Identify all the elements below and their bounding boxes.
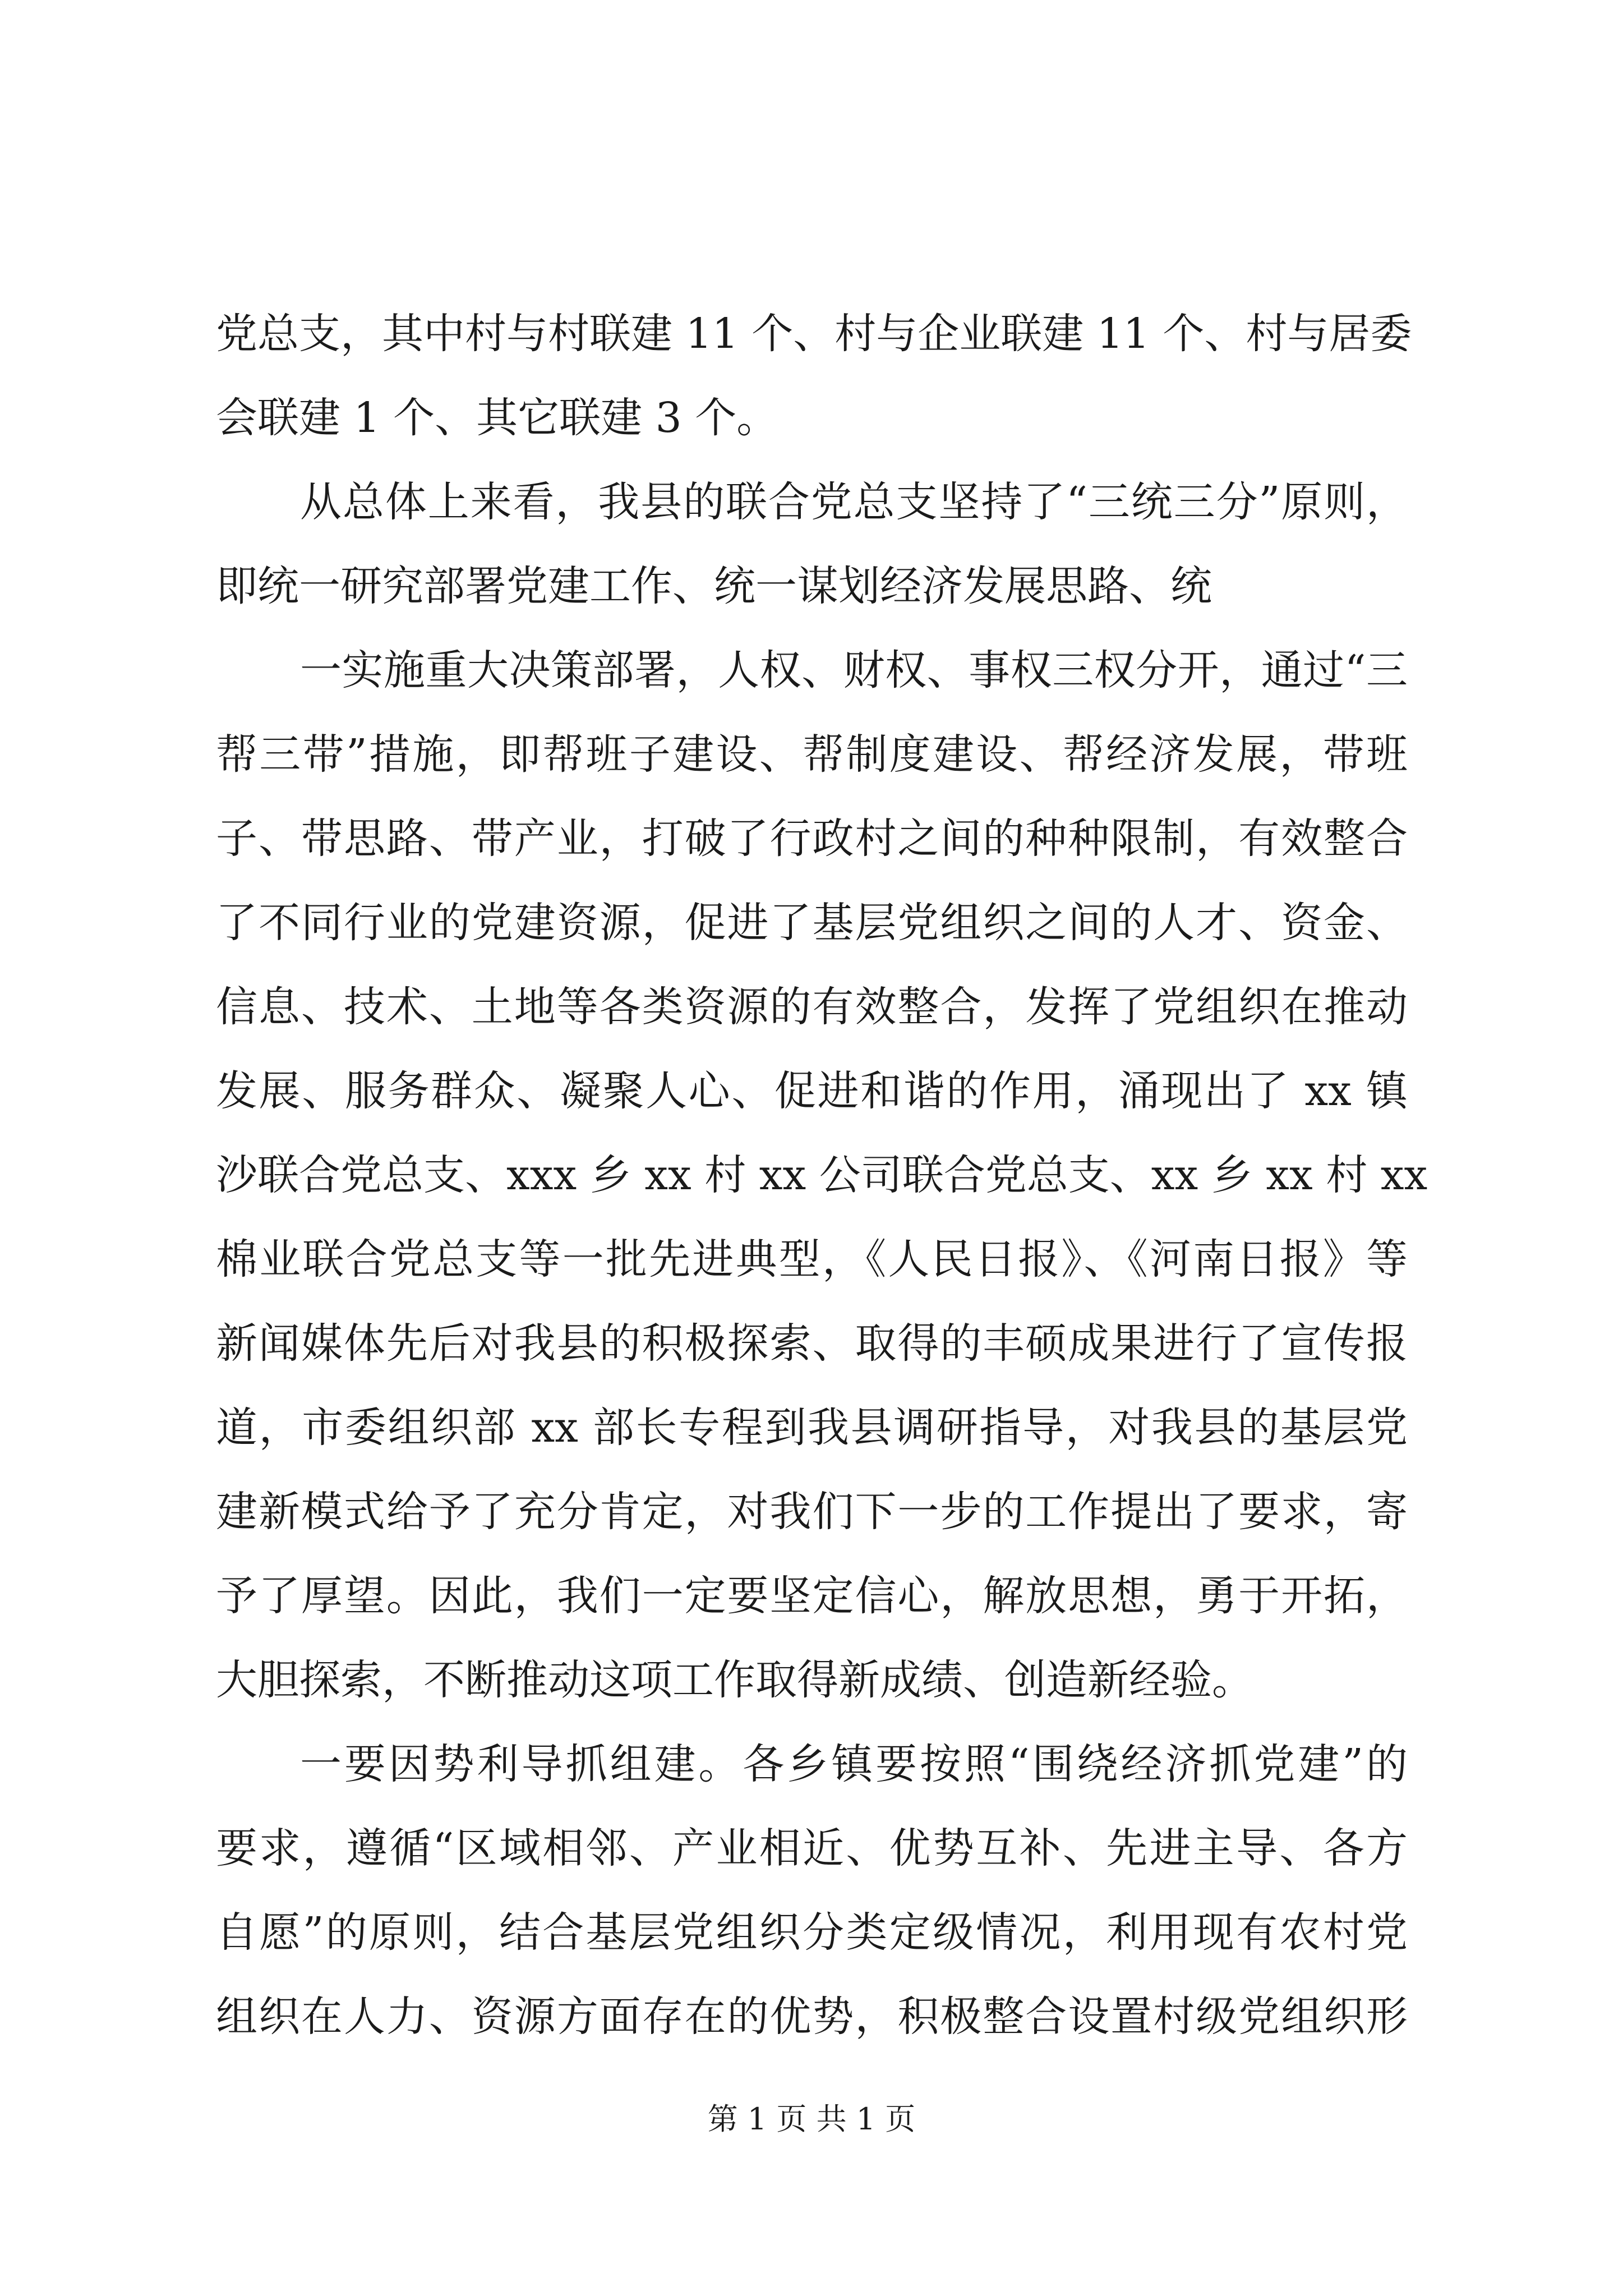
text-line: 了不同行业的党建资源，促进了基层党组织之间的人才、资金、 — [216, 899, 1408, 947]
text-line: 道，市委组织部 xx 部长专程到我县调研指导，对我县的基层党 — [216, 1404, 1408, 1452]
text-line: 要求，遵循“区域相邻、产业相近、优势互补、先进主导、各方 — [216, 1824, 1408, 1872]
text-line: 会联建 1 个、其它联建 3 个。 — [216, 394, 778, 442]
text-line: 大胆探索，不断推动这项工作取得新成绩、创造新经验。 — [216, 1656, 1253, 1704]
text-line: 沙联合党总支、xxx 乡 xx 村 xx 公司联合党总支、xx 乡 xx 村 xx — [216, 1151, 1428, 1199]
text-line: 自愿”的原则，结合基层党组织分类定级情况，利用现有农村党 — [216, 1908, 1408, 1957]
text-line: 即统一研究部署党建工作、统一谋划经济发展思路、统 — [216, 562, 1212, 610]
text-line: 一实施重大决策部署，人权、财权、事权三权分开，通过“三 — [300, 646, 1408, 694]
text-line: 帮三带”措施，即帮班子建设、帮制度建设、帮经济发展，带班 — [216, 730, 1408, 779]
text-line: 信息、技术、土地等各类资源的有效整合，发挥了党组织在推动 — [216, 983, 1408, 1031]
text-line: 发展、服务群众、凝聚人心、促进和谐的作用，涌现出了 xx 镇 — [216, 1067, 1408, 1115]
page-footer — [0, 2097, 1623, 2142]
text-line: 党总支，其中村与村联建 11 个、村与企业联建 11 个、村与居委 — [216, 310, 1412, 358]
text-line: 组织在人力、资源方面存在的优势，积极整合设置村级党组织形 — [216, 1993, 1408, 2041]
text-line: 棉业联合党总支等一批先进典型，《人民日报》、《河南日报》等 — [216, 1235, 1408, 1283]
text-line: 建新模式给予了充分肯定，对我们下一步的工作提出了要求，寄 — [216, 1488, 1408, 1536]
page-number-label: 第 1 页 共 1 页 — [707, 2101, 916, 2137]
text-line: 子、带思路、带产业，打破了行政村之间的种种限制，有效整合 — [216, 815, 1408, 863]
text-line: 一要因势利导抓组建。各乡镇要按照“围绕经济抓党建”的 — [300, 1740, 1408, 1788]
text-line: 新闻媒体先后对我县的积极探索、取得的丰硕成果进行了宣传报 — [216, 1319, 1408, 1368]
text-line: 从总体上来看，我县的联合党总支坚持了“三统三分”原则， — [300, 478, 1408, 526]
text-line: 予了厚望。因此，我们一定要坚定信心，解放思想，勇于开拓， — [216, 1572, 1408, 1620]
